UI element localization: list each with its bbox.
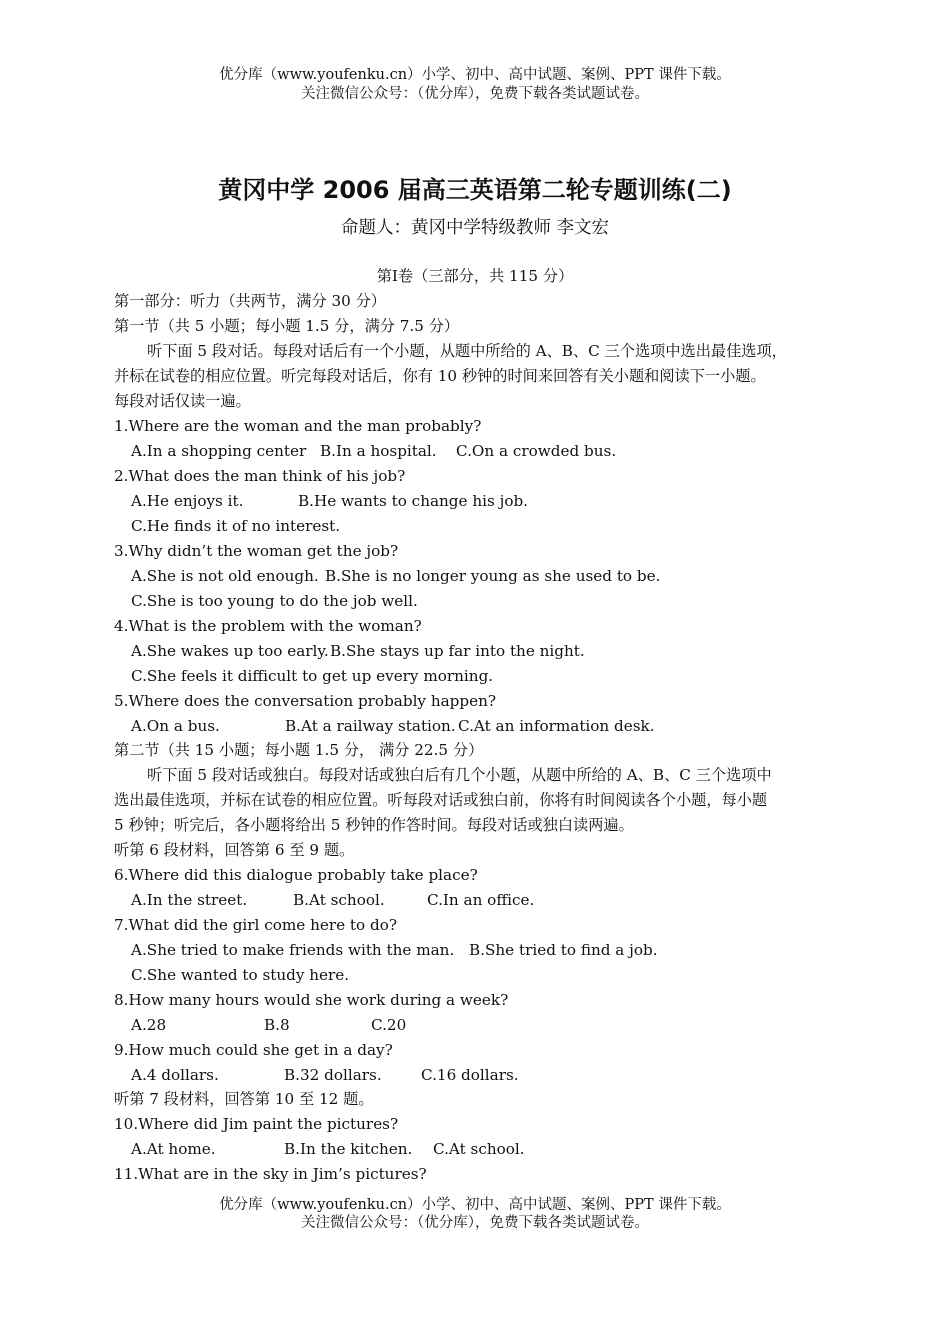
section2-instruction: 5 秒钟；听完后，各小题将给出 5 秒钟的作答时间。每段对话或独白读两遍。	[114, 816, 634, 834]
question-2: 2.What does the man think of his job?	[114, 467, 406, 485]
section2-instruction: 听下面 5 段对话或独白。每段对话或独白后有几个小题，从题中所给的 A、B、C 三个选项中	[147, 766, 772, 784]
option-b: B.She tried to find a job.	[469, 941, 658, 959]
page-title: 黄冈中学 2006 届高三英语第二轮专题训练(二)	[218, 176, 732, 204]
option-b: B.At school.	[293, 891, 385, 909]
option-a: A.He enjoys it.	[131, 492, 244, 510]
option-b: B.He wants to change his job.	[298, 492, 529, 510]
question-11: 11.What are in the sky in Jim’s pictures?	[114, 1165, 427, 1183]
option-c: C.16 dollars.	[421, 1066, 519, 1084]
option-b: B.She is no longer young as she used to be.	[325, 567, 661, 585]
option-a: A.She is not old enough.	[131, 567, 319, 585]
question-8: 8.How many hours would she work during a week?	[114, 991, 509, 1009]
option-c: C.He finds it of no interest.	[131, 517, 341, 535]
option-c: C.She wanted to study here.	[131, 966, 350, 984]
footer-line-2: 关注微信公众号：（优分库），免费下载各类试题试卷。	[301, 1215, 649, 1231]
header-line-1: 优分库（www.youfenku.cn）小学、初中、高中试题、案例、PPT 课件下载。	[219, 67, 731, 83]
footer-line-1: 优分库（www.youfenku.cn）小学、初中、高中试题、案例、PPT 课件下载。	[219, 1197, 731, 1213]
question-4: 4.What is the problem with the woman?	[114, 617, 422, 635]
question-6: 6.Where did this dialogue probably take place?	[114, 866, 478, 884]
option-c: C.She is too young to do the job well.	[131, 592, 418, 610]
section1-instruction: 每段对话仅读一遍。	[114, 392, 251, 410]
option-a: A.At home.	[131, 1140, 216, 1158]
option-a: A.On a bus.	[131, 717, 220, 735]
part-heading: 第一部分：听力（共两节，满分 30 分）	[114, 292, 386, 310]
option-a: A.In a shopping center	[131, 442, 307, 460]
section2-instruction: 选出最佳选项，并标在试卷的相应位置。听每段对话或独白前，你将有时间阅读各个小题，每小题	[114, 791, 768, 809]
option-b: B.At a railway station.	[285, 717, 456, 735]
question-10: 10.Where did Jim paint the pictures?	[114, 1115, 399, 1133]
volume-heading: 第Ⅰ卷（三部分，共 115 分）	[376, 267, 574, 285]
option-c: C.At school.	[433, 1140, 525, 1158]
option-b: B.In the kitchen.	[284, 1140, 413, 1158]
option-c: C.At an information desk.	[458, 717, 655, 735]
material-note: 听第 7 段材料，回答第 10 至 12 题。	[114, 1090, 374, 1108]
option-c: C.She feels it difficult to get up every morning.	[131, 667, 494, 685]
section2-heading: 第二节（共 15 小题；每小题 1.5 分， 满分 22.5 分）	[114, 741, 484, 759]
option-b: B.32 dollars.	[284, 1066, 382, 1084]
option-a: A.She wakes up too early.	[131, 642, 329, 660]
question-9: 9.How much could she get in a day?	[114, 1041, 393, 1059]
option-a: A.4 dollars.	[131, 1066, 219, 1084]
option-b: B.8	[264, 1016, 290, 1034]
author-line: 命题人：黄冈中学特级教师 李文宏	[340, 218, 610, 238]
option-b: B.In a hospital.	[320, 442, 437, 460]
option-a: A.In the street.	[131, 891, 248, 909]
option-c: C.In an office.	[427, 891, 535, 909]
header-line-2: 关注微信公众号：（优分库），免费下载各类试题试卷。	[301, 86, 649, 102]
option-c: C.20	[371, 1016, 407, 1034]
option-a: A.She tried to make friends with the man.	[131, 941, 455, 959]
material-note: 听第 6 段材料，回答第 6 至 9 题。	[114, 841, 355, 859]
question-7: 7.What did the girl come here to do?	[114, 916, 398, 934]
question-3: 3.Why didn’t the woman get the job?	[114, 542, 399, 560]
section1-heading: 第一节（共 5 小题；每小题 1.5 分，满分 7.5 分）	[114, 317, 460, 335]
option-c: C.On a crowded bus.	[456, 442, 617, 460]
section1-instruction: 听下面 5 段对话。每段对话后有一个小题，从题中所给的 A、B、C 三个选项中选出最佳选项，	[147, 342, 787, 360]
option-a: A.28	[131, 1016, 167, 1034]
question-5: 5.Where does the conversation probably happen?	[114, 692, 497, 710]
section1-instruction: 并标在试卷的相应位置。听完每段对话后，你有 10 秒钟的时间来回答有关小题和阅读下一小题。	[114, 367, 766, 385]
question-1: 1.Where are the woman and the man probably?	[114, 417, 482, 435]
option-b: B.She stays up far into the night.	[330, 642, 585, 660]
